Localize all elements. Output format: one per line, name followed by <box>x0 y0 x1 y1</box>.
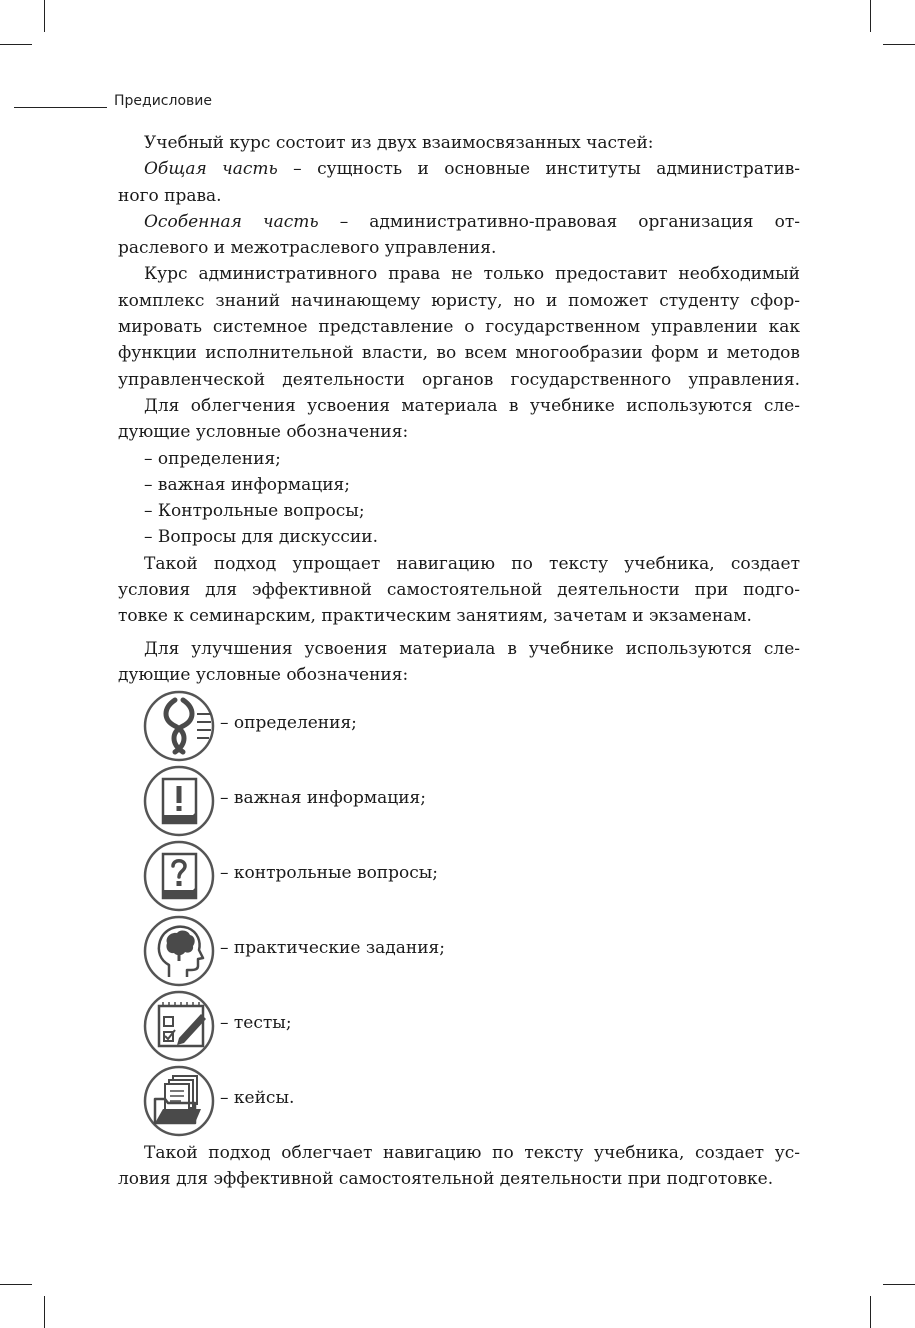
paragraph-approach-line: товке к семинарским, практическим занятиям, зачетам и экзаменам. <box>118 606 752 627</box>
legend-row-practical-tasks <box>143 915 543 987</box>
brain-head-icon <box>143 915 215 987</box>
legend-row-control-questions <box>143 840 543 912</box>
folder-documents-icon <box>143 1065 215 1137</box>
legend-row-cases <box>143 1065 543 1137</box>
paragraph-intro-line: дующие условные обозначения: <box>118 665 409 686</box>
paragraph-course-line: управленческой деятельности органов государственного управления. <box>118 369 800 390</box>
checklist-pencil-icon <box>143 990 215 1062</box>
paragraph-course-line: функции исполнительной власти, во всем многообразии форм и методов <box>118 343 800 364</box>
legend-label: – кейсы. <box>220 1088 295 1108</box>
paragraph-course-line: мировать системное представление о государственном управлении как <box>118 317 800 338</box>
running-head-label: Предисловие <box>114 93 212 109</box>
question-note-icon <box>143 840 215 912</box>
crop-mark <box>870 1296 871 1328</box>
running-head-rule <box>14 107 107 108</box>
paragraph-approach-line: Такой подход упрощает навигацию по тексту учебника, создает <box>144 553 800 574</box>
paragraph-special-line: раслевого и межотраслевого управления. <box>118 238 497 259</box>
body-text-section-1 <box>118 130 800 630</box>
paragraph-symbols-line: Для облегчения усвоения материала в учебнике используются сле- <box>144 395 800 416</box>
paragraph-special-line: Особенная часть – административно-правовая организация от- <box>144 211 800 232</box>
crop-mark <box>44 1296 45 1328</box>
list-item: – определения; <box>144 448 281 469</box>
legend-label: – важная информация; <box>220 788 427 808</box>
legend-row-important-info <box>143 765 543 837</box>
crop-mark <box>44 0 45 32</box>
paragraph-general-line: Общая часть – сущность и основные институты административ- <box>144 159 801 180</box>
paragraph-course-line: Курс административного права не только предоставит необходимый <box>144 264 800 285</box>
list-item: – важная информация; <box>144 474 351 495</box>
exclamation-note-icon <box>143 765 215 837</box>
paragraph-approach-line: условия для эффективной самостоятельной деятельности при подго- <box>118 580 800 601</box>
crop-mark <box>0 44 32 45</box>
legend-row-definitions <box>143 690 543 762</box>
paragraph-closing-line: ловия для эффективной самостоятельной деятельности при подготовке. <box>118 1169 774 1190</box>
paragraph-intro: Учебный курс состоит из двух взаимосвязанных частей: <box>144 133 654 153</box>
knot-definition-icon <box>143 690 215 762</box>
legend-label: – тесты; <box>220 1013 292 1033</box>
paragraph-closing-line: Такой подход облегчает навигацию по тексту учебника, создает ус- <box>144 1143 800 1163</box>
body-text-section-2-intro <box>118 636 800 689</box>
paragraph-general-line: ного права. <box>118 185 222 206</box>
list-item: – Контрольные вопросы; <box>144 501 365 522</box>
legend-label: – контрольные вопросы; <box>220 863 439 883</box>
term-special: Особенная часть <box>144 211 319 232</box>
crop-mark <box>870 0 871 32</box>
legend-label: – определения; <box>220 713 357 733</box>
term-general: Общая часть <box>144 159 278 180</box>
paragraph-intro-line: Для улучшения усвоения материала в учебнике используются сле- <box>144 639 800 659</box>
legend-label: – практические задания; <box>220 938 445 958</box>
paragraph-course-line: комплекс знаний начинающему юристу, но и поможет студенту сфор- <box>118 290 800 311</box>
crop-mark <box>883 1284 915 1285</box>
crop-mark <box>0 1284 32 1285</box>
paragraph-symbols-line: дующие условные обозначения: <box>118 422 409 443</box>
legend-row-tests <box>143 990 543 1062</box>
crop-mark <box>883 44 915 45</box>
list-item: – Вопросы для дискуссии. <box>144 527 378 548</box>
body-text-closing <box>118 1140 800 1193</box>
